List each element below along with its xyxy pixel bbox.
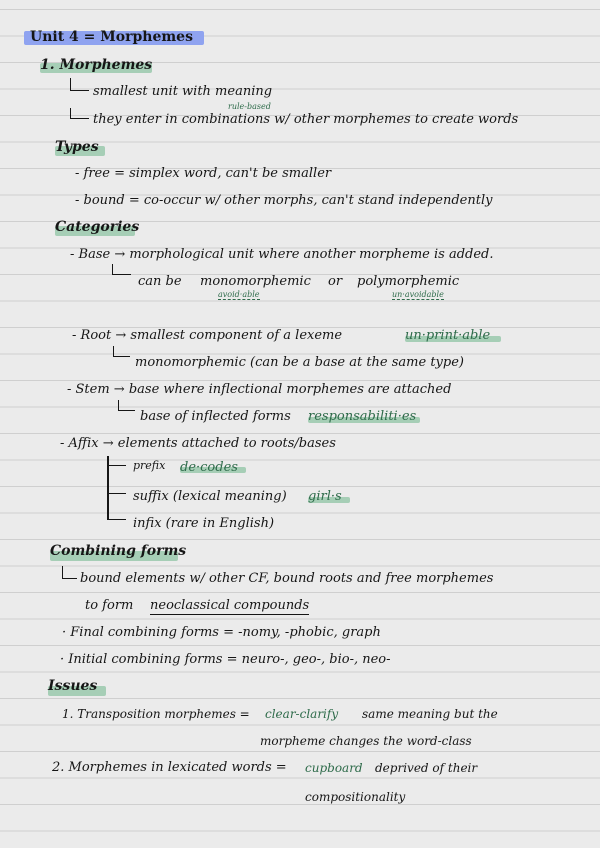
category-root: - Root → smallest component of a lexeme	[72, 328, 343, 343]
arrow-icon	[107, 510, 126, 520]
example-unavoidable: un·avoidable	[392, 290, 444, 299]
issue-2c: deprived of their	[375, 761, 478, 775]
example-avoidable: avoid·able	[218, 290, 260, 299]
base-sub-poly: polymorphemic	[357, 274, 460, 289]
stem-example: responsabiliti·es	[308, 409, 417, 424]
root-sub: monomorphemic (can be a base at the same type)	[135, 355, 464, 370]
issue-2b: cupboard	[305, 761, 363, 775]
types-free: - free = simplex word, can't be smaller	[75, 166, 332, 181]
suffix-example: girl·s	[308, 489, 342, 504]
arrow-icon	[118, 400, 135, 411]
arrow-icon	[62, 566, 77, 579]
categories-heading: Categories	[55, 219, 140, 235]
combining-heading: Combining forms	[50, 543, 187, 559]
category-base: - Base → morphological unit where another morpheme is added.	[70, 247, 494, 262]
stem-sub: base of inflected forms	[140, 409, 291, 424]
issue-1a: 1. Transposition morphemes =	[62, 707, 250, 721]
issue-2d: compositionality	[305, 790, 406, 804]
issue-1c: same meaning but the	[362, 707, 498, 721]
base-sub-can-be: can be	[138, 274, 182, 289]
page-title: Unit 4 = Morphemes	[30, 29, 193, 45]
affix-infix: infix (rare in English)	[133, 516, 275, 531]
combining-initial: · Initial combining forms = neuro-, geo-, bio-, neo-	[60, 652, 391, 667]
affix-prefix: prefix	[133, 459, 166, 472]
types-heading: Types	[55, 139, 99, 155]
base-sub-mono: monomorphemic	[200, 274, 311, 289]
issue-2a: 2. Morphemes in lexicated words =	[52, 760, 287, 775]
rule-based-note: rule-based	[228, 102, 271, 111]
arrow-icon	[113, 346, 130, 357]
arrow-icon	[107, 484, 126, 494]
issues-heading: Issues	[48, 678, 98, 694]
arrow-icon	[107, 456, 126, 466]
prefix-example: de·codes	[180, 460, 238, 475]
morphemes-line-2: they enter in combinations w/ other morphemes to create words	[93, 112, 519, 127]
issue-1d: morpheme changes the word-class	[260, 734, 472, 748]
section-morphemes-heading: 1. Morphemes	[40, 57, 153, 73]
combining-line-1: bound elements w/ other CF, bound roots and free morphemes	[80, 571, 494, 586]
arrow-icon	[70, 108, 89, 119]
combining-final: · Final combining forms = -nomy, -phobic, graph	[62, 625, 381, 640]
root-example: un·print·able	[405, 328, 491, 343]
types-bound: - bound = co-occur w/ other morphs, can't stand independently	[75, 193, 493, 208]
issue-1b: clear-clarify	[265, 707, 339, 721]
combining-line-2b: neoclassical compounds	[150, 598, 310, 613]
category-stem: - Stem → base where inflectional morphemes are attached	[67, 382, 452, 397]
combining-line-2a: to form	[85, 598, 134, 613]
arrow-icon	[112, 264, 131, 275]
category-affix: - Affix → elements attached to roots/bases	[60, 436, 336, 451]
morphemes-line-1: smallest unit with meaning	[93, 84, 273, 99]
arrow-icon	[70, 78, 89, 91]
affix-suffix: suffix (lexical meaning)	[133, 489, 287, 504]
base-sub-or: or	[328, 274, 343, 289]
